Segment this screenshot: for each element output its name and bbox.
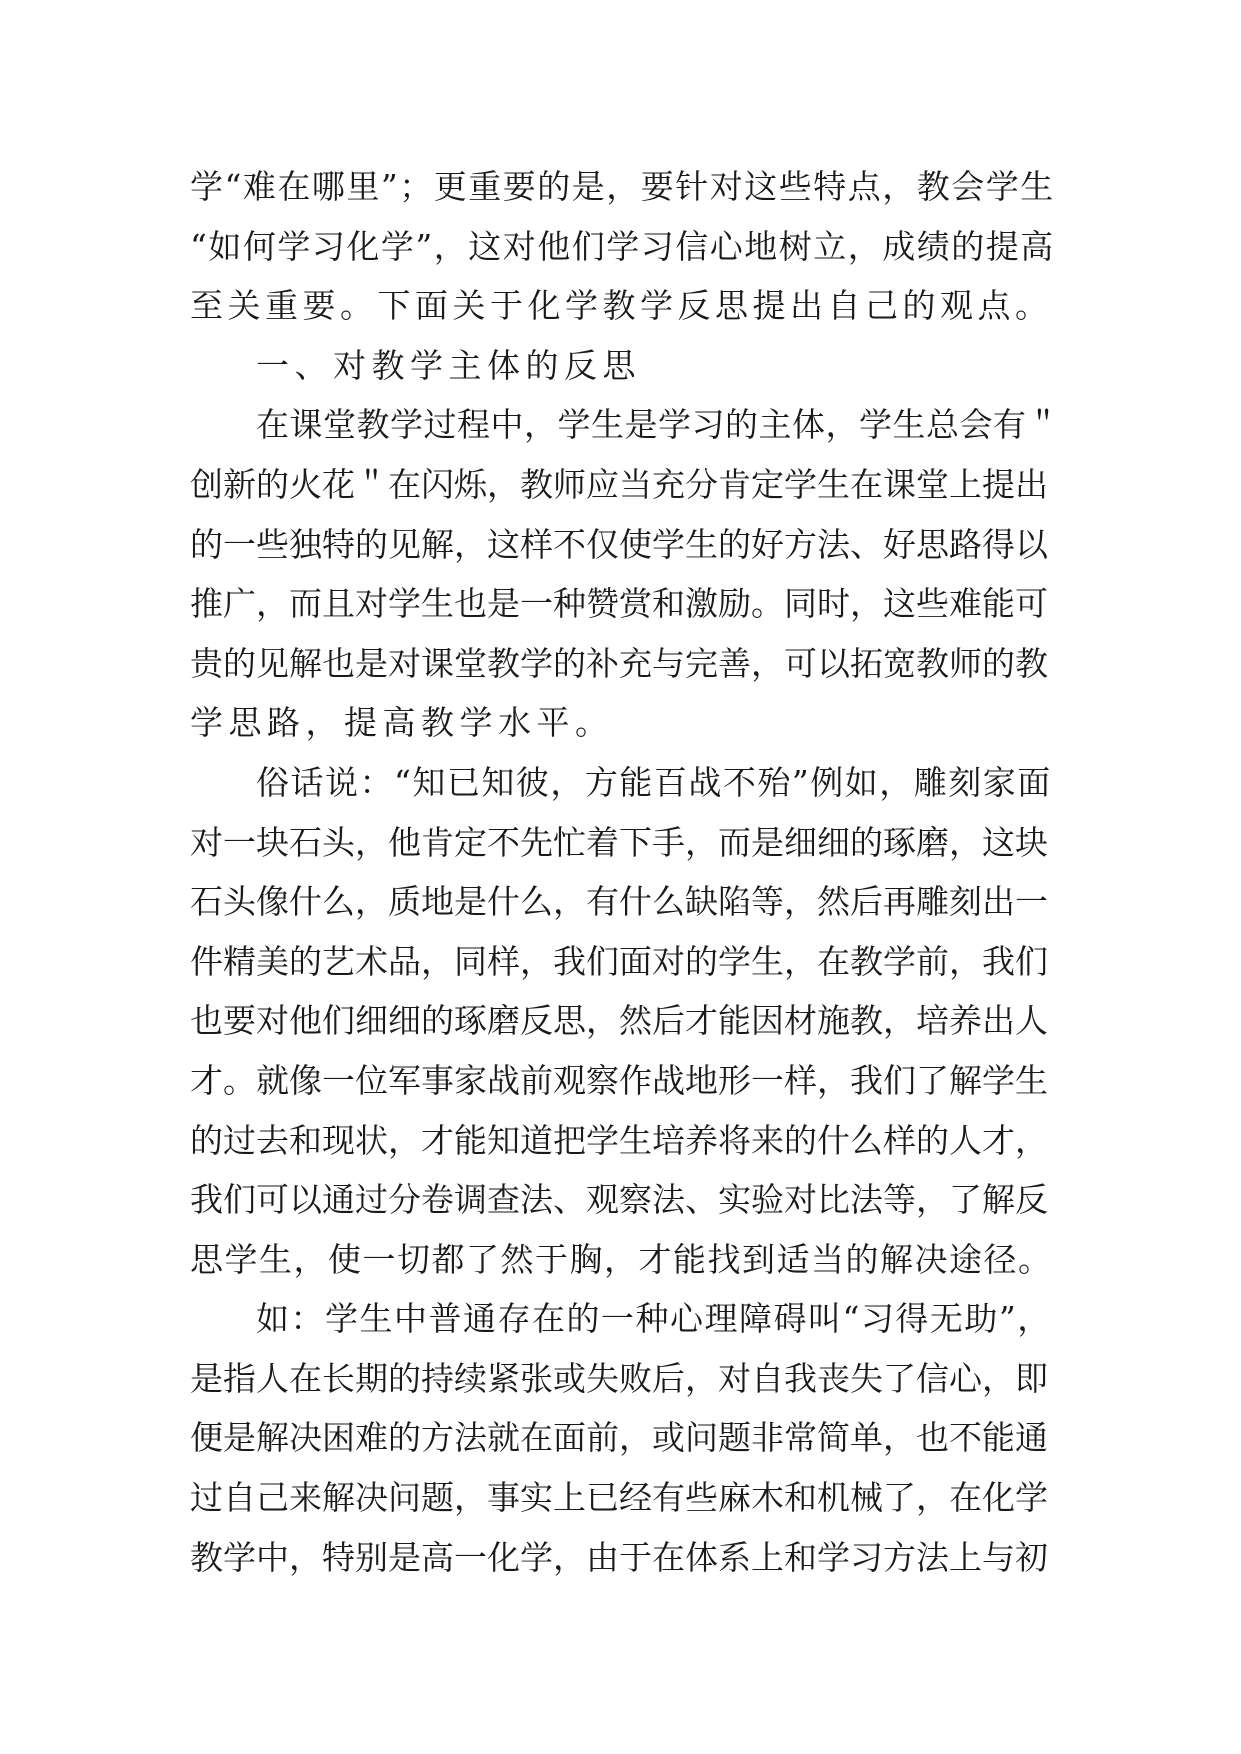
text-line: 推广，而且对学生也是一种赞赏和激励。同时，这些难能可 <box>190 584 1048 624</box>
text-line: 思学生，使一切都了然于胸，才能找到适当的解决途径。 <box>190 1239 1053 1279</box>
text-line: 也要对他们细细的琢磨反思，然后才能因材施教，培养出人 <box>190 1001 1048 1041</box>
text-line: 便是解决困难的方法就在面前，或问题非常简单，也不能通 <box>190 1418 1048 1458</box>
text-line: “如何学习化学”，这对他们学习信心地树立，成绩的提高 <box>190 226 1055 266</box>
document-body <box>190 157 1060 1587</box>
text-line: 对一块石头，他肯定不先忙着下手，而是细细的琢磨，这块 <box>190 822 1048 862</box>
text-line: 才。就像一位军事家战前观察作战地形一样，我们了解学生 <box>190 1060 1048 1100</box>
text-line: 教学中，特别是高一化学，由于在体系上和学习方法上与初 <box>190 1537 1048 1577</box>
text-line: 至关重要。下面关于化学教学反思提出自己的观点。 <box>190 286 1053 326</box>
text-line: 是指人在长期的持续紧张或失败后，对自我丧失了信心，即 <box>190 1358 1048 1398</box>
text-line: 件精美的艺术品，同样，我们面对的学生，在教学前，我们 <box>190 941 1048 981</box>
text-line: 的过去和现状，才能知道把学生培养将来的什么样的人才， <box>190 1120 1048 1160</box>
text-line: 贵的见解也是对课堂教学的补充与完善，可以拓宽教师的教 <box>190 643 1048 683</box>
text-line: 的一些独特的见解，这样不仅使学生的好方法、好思路得以 <box>190 524 1048 564</box>
text-line: 我们可以通过分卷调查法、观察法、实验对比法等，了解反 <box>190 1180 1048 1220</box>
text-line: 石头像什么，质地是什么，有什么缺陷等，然后再雕刻出一 <box>190 882 1048 922</box>
paragraph-first-line: 一、对教学主体的反思 <box>256 345 641 385</box>
text-line: 学“难在哪里”；更重要的是，要针对这些特点，教会学生 <box>190 167 1055 206</box>
paragraph-first-line: 俗话说：“知已知彼，方能百战不殆”例如，雕刻家面 <box>256 762 1052 802</box>
text-line: 创新的火花＂在闪烁，教师应当充分肯定学生在课堂上提出 <box>190 464 1048 504</box>
paragraph-first-line: 如：学生中普通存在的一种心理障碍叫“习得无助”， <box>256 1299 1052 1339</box>
text-line: 学思路，提高教学水平。 <box>190 703 614 743</box>
paragraph-first-line: 在课堂教学过程中，学生是学习的主体，学生总会有＂ <box>256 405 1060 445</box>
text-line: 过自己来解决问题，事实上已经有些麻木和机械了，在化学 <box>190 1478 1048 1518</box>
